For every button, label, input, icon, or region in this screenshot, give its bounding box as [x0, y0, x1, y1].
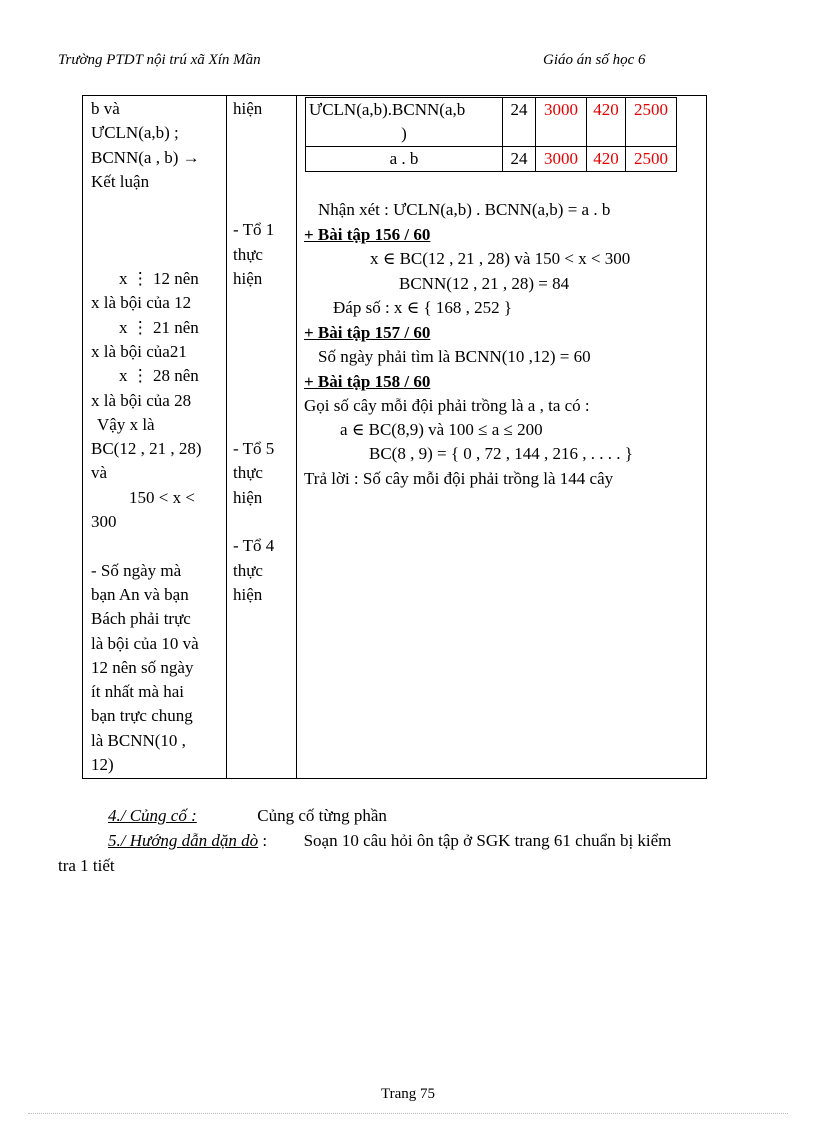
col2-line — [233, 364, 274, 388]
table-divider-1 — [226, 96, 227, 778]
col2-line: hiện — [233, 487, 263, 507]
exercise-158-line: Gọi số cây mỗi đội phải trồng là a , ta có : — [304, 396, 590, 415]
col1-line: x là bội của 28 — [91, 390, 192, 410]
col2-line — [233, 170, 274, 194]
table-divider-2 — [296, 96, 297, 778]
col2-line: hiện — [233, 269, 263, 289]
col1-line: bạn An và bạn — [91, 584, 189, 604]
col1-line: Bách phải trực — [91, 609, 191, 629]
cell-value: 2500 — [626, 147, 677, 172]
cell-value: 3000 — [536, 98, 587, 147]
col1-line: ƯCLN(a,b) ; — [91, 123, 179, 143]
col2-line: hiện — [233, 584, 263, 604]
cell-value: 2500 — [626, 98, 677, 147]
page-number: Trang 75 — [380, 1086, 436, 1102]
table-row — [306, 147, 677, 172]
col1-line: x là bội của 12 — [91, 293, 192, 313]
col1-line: b và — [91, 99, 120, 118]
col1-line: Vậy x là — [97, 414, 155, 434]
col1-line — [91, 218, 202, 242]
exercise-156-answer: Đáp số : x ∈ { 168 , 252 } — [333, 298, 513, 317]
exercise-158-answer: Trả lời : Số cây mỗi đội phải trồng là 144 cây — [304, 469, 614, 488]
exercise-158-line: BC(8 , 9) = { 0 , 72 , 144 , 216 , . . . . } — [369, 444, 633, 463]
col1-line: Kết luận — [91, 171, 150, 191]
homework-text-cont: tra 1 tiết — [58, 856, 115, 875]
homework-label: 5./ Hướng dẫn dặn dò — [108, 831, 259, 850]
consolidation-section — [108, 806, 387, 826]
exercise-158-title: + Bài tập 158 / 60 — [304, 372, 431, 391]
col1-line: 12) — [91, 755, 114, 775]
cell-value: 24 — [503, 147, 536, 172]
col2-line — [233, 389, 274, 413]
remark: Nhận xét : ƯCLN(a,b) . BCNN(a,b) = a . b — [318, 200, 611, 219]
col2-line: hiện — [233, 99, 263, 118]
col1-line: x là bội của21 — [91, 341, 187, 361]
footer-divider — [28, 1113, 788, 1114]
col2-line: - Tổ 5 — [233, 439, 275, 459]
consolidation-text: Củng cố từng phần — [257, 806, 387, 825]
col2-line — [233, 316, 274, 340]
col2-line: - Tổ 1 — [233, 220, 275, 240]
col2-line: - Tổ 4 — [233, 536, 275, 556]
exercise-157-title: + Bài tập 157 / 60 — [304, 323, 431, 342]
col2-line — [233, 146, 274, 170]
col1-line: - Số ngày mà — [91, 560, 182, 580]
col2-line — [233, 121, 274, 145]
col2-line — [233, 413, 274, 437]
exercise-156-title: + Bài tập 156 / 60 — [304, 225, 431, 244]
col1-line: 150 < x < — [129, 487, 195, 507]
col1-line — [91, 194, 202, 218]
col2-line: thực — [233, 463, 263, 483]
col2-line: thực — [233, 560, 263, 580]
col1-line: là BCNN(10 , — [91, 730, 186, 750]
exercise-158-line: a ∈ BC(8,9) và 100 ≤ a ≤ 200 — [340, 420, 543, 439]
consolidation-label: 4./ Củng cố : — [108, 806, 197, 825]
cell-value: 24 — [503, 98, 536, 147]
col1-line: và — [91, 463, 108, 483]
col1-line: x ⋮ 12 nên — [119, 269, 199, 289]
cell-value: 420 — [587, 147, 626, 172]
row-label — [306, 98, 503, 147]
col2-line — [233, 194, 274, 218]
exercise-156-line: x ∈ BC(12 , 21 , 28) và 150 < x < 300 — [370, 249, 631, 268]
exercise-157-line: Số ngày phải tìm là BCNN(10 ,12) = 60 — [318, 347, 591, 366]
col1-line: x ⋮ 21 nên — [119, 317, 199, 337]
row-label: a . b — [306, 147, 503, 172]
col1-line — [91, 243, 202, 267]
row-label-line: ) — [401, 124, 407, 143]
group-column — [233, 97, 274, 607]
header-school: Trường PTDT nội trú xã Xín Mần — [58, 52, 261, 68]
homework-colon: : — [258, 831, 268, 850]
row-label-line: ƯCLN(a,b).BCNN(a,b — [309, 100, 466, 119]
col2-line — [233, 291, 274, 315]
lesson-table — [82, 95, 707, 779]
col1-line: x ⋮ 28 nên — [119, 366, 199, 386]
table-row — [306, 98, 677, 147]
col1-line: ít nhất mà hai — [91, 682, 185, 702]
comparison-table — [305, 97, 677, 172]
col2-line — [233, 510, 274, 534]
cell-value: 420 — [587, 98, 626, 147]
col1-line — [91, 534, 202, 558]
col2-line: thực — [233, 244, 263, 264]
col1-line: BCNN(a , b) → — [91, 147, 200, 167]
col2-line — [233, 340, 274, 364]
student-activity-column — [91, 97, 202, 777]
col1-line: bạn trực chung — [91, 706, 193, 726]
col1-line: 300 — [91, 512, 117, 532]
homework-section — [108, 831, 671, 851]
col1-line: 12 nên số ngày — [91, 657, 194, 677]
homework-text: Soạn 10 câu hỏi ôn tập ở SGK trang 61 chuẩn bị kiểm — [303, 831, 672, 850]
header-subject: Giáo án số học 6 — [543, 52, 646, 68]
col1-line: BC(12 , 21 , 28) — [91, 439, 202, 459]
cell-value: 3000 — [536, 147, 587, 172]
col1-line: là bội của 10 và — [91, 633, 199, 653]
exercise-156-line: BCNN(12 , 21 , 28) = 84 — [399, 274, 570, 293]
